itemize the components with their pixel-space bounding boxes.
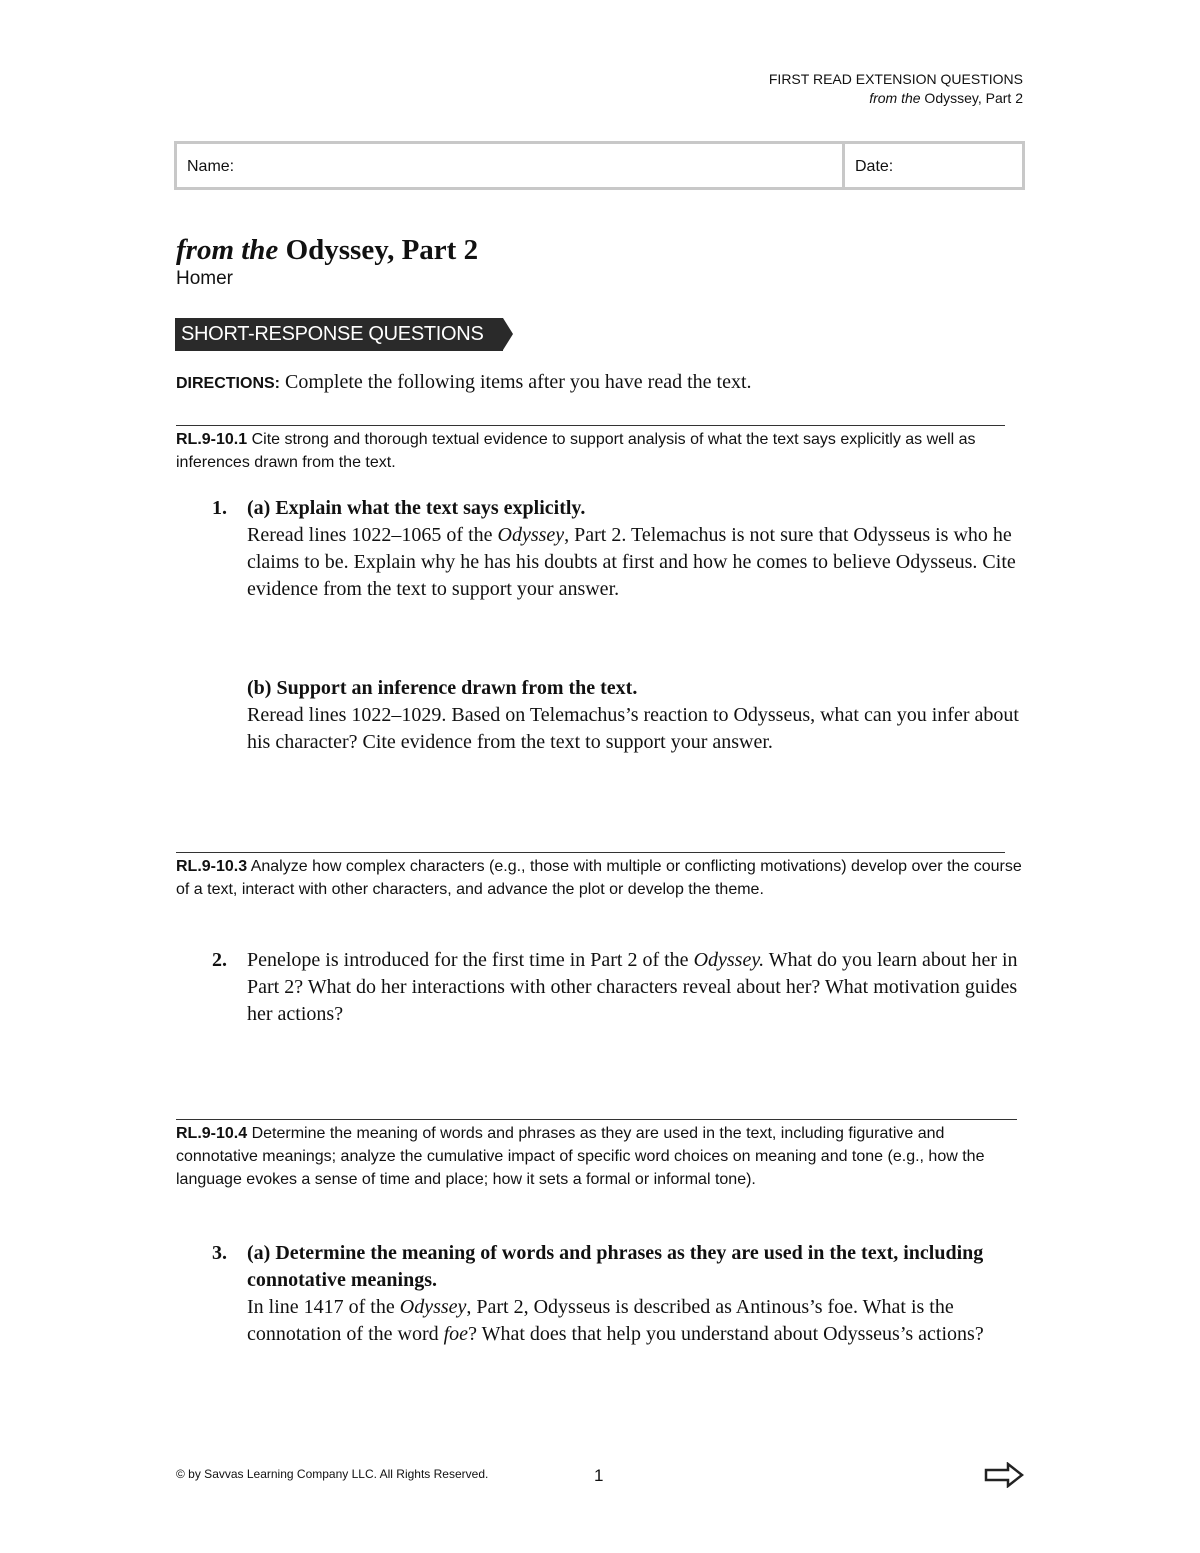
divider: [176, 1119, 1017, 1120]
standard-rl-3: RL.9-10.3 Analyze how complex characters (e.g., those with multiple or conflicting motivations) develop over the course of a text, interact with other characters, and advance the plot or develop the theme.: [176, 858, 1022, 898]
section-banner: SHORT-RESPONSE QUESTIONS: [175, 318, 503, 351]
page-number: 1: [594, 1466, 604, 1485]
page-title: from the Odyssey, Part 2: [176, 234, 479, 266]
standard-rl-4: RL.9-10.4 Determine the meaning of words and phrases as they are used in the text, including figurative and connotative meanings; analyze the cumulative impact of specific word choices on meaning and tone (e.g., how the language evokes a sense of time and place; how it sets a formal or informal tone).: [176, 1125, 985, 1188]
running-header: [769, 70, 1023, 108]
copyright: © by Savvas Learning Company LLC. All Rights Reserved.: [176, 1467, 489, 1481]
directions: DIRECTIONS: Complete the following items after you have read the text.: [176, 371, 752, 393]
name-field[interactable]: Name:: [177, 144, 845, 187]
question-2: 2. Penelope is introduced for the first time in Part 2 of the Odyssey. What do you learn about her in Part 2? What do her interactions with other characters reveal about her? What motivation guides her actions?: [212, 947, 1032, 1028]
question-1a-lead: (a) Explain what the text says explicitly.: [247, 497, 586, 519]
question-2-text: Penelope is introduced for the first time in Part 2 of the Odyssey. What do you learn about her in Part 2? What do her interactions with other characters reveal about her? What motivation guides her actions?: [247, 949, 1018, 1025]
question-3: 3. (a) Determine the meaning of words and phrases as they are used in the text, including connotative meanings. In line 1417 of the Odyssey, Part 2, Odysseus is described as Antinous’s foe. What is the connotation of the word foe? What does that help you understand about Odysseus’s actions?: [212, 1240, 1032, 1348]
divider: [176, 852, 1005, 853]
banner-arrow-tip: [503, 318, 513, 350]
date-field[interactable]: Date:: [855, 158, 894, 175]
name-date-box: [174, 141, 1025, 190]
question-1a-text: Reread lines 1022–1065 of the Odyssey, Part 2. Telemachus is not sure that Odysseus is who he claims to be. Explain why he has his doubts at first and how he comes to believe Odysseus. Cite evidence from the text to support your answer.: [247, 524, 1016, 600]
header-line1: FIRST READ EXTENSION QUESTIONS: [768, 71, 1023, 87]
question-3a-lead: (a) Determine the meaning of words and phrases as they are used in the text, including connotative meanings.: [247, 1242, 984, 1291]
question-3a-text: In line 1417 of the Odyssey, Part 2, Odysseus is described as Antinous’s foe. What is the connotation of the word foe? What does that help you understand about Odysseus’s actions?: [247, 1296, 984, 1345]
author: Homer: [176, 268, 234, 289]
question-1b-text: Reread lines 1022–1029. Based on Telemachus’s reaction to Odysseus, what can you infer about his character? Cite evidence from the text to support your answer.: [247, 704, 1019, 753]
divider: [176, 425, 1005, 426]
header-line2: from the Odyssey, Part 2: [869, 90, 1023, 106]
question-1b-lead: (b) Support an inference drawn from the text.: [247, 677, 638, 699]
standard-rl-1: RL.9-10.1 Cite strong and thorough textual evidence to support analysis of what the text says explicitly as well as inferences drawn from the text.: [176, 431, 976, 471]
right-arrow-icon[interactable]: [984, 1462, 1024, 1493]
question-1: 1. (a) Explain what the text says explicitly. Reread lines 1022–1065 of the Odyssey, Part 2. Telemachus is not sure that Odysseus is who he claims to be. Explain why he has his doubts at first and how he comes to believe Odysseus. Cite evidence from the text to support your answer. (b) Support an inference drawn from the text. Reread lines 1022–1029. Based on Telemachus’s reaction to Odysseus, what can you infer about his character? Cite evidence from the text to support your answer.: [212, 495, 1032, 756]
